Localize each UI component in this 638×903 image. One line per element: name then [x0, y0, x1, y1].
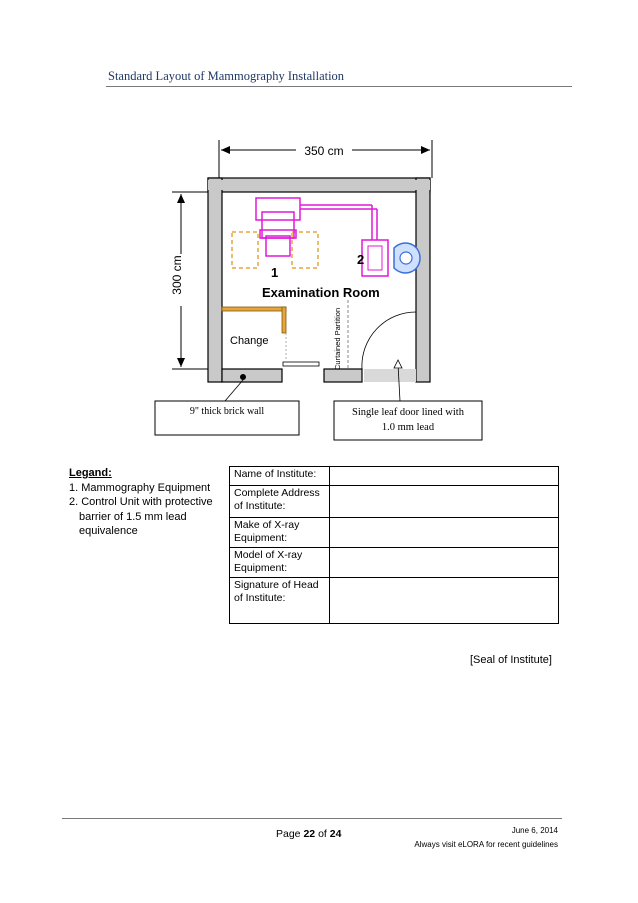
form-label: Signature of Head of Institute: [230, 578, 330, 624]
wall-callout-box [155, 401, 299, 435]
page-of: of [318, 828, 327, 840]
width-dimension [219, 140, 432, 178]
width-label: 350 cm [304, 144, 344, 158]
mammography-equipment-symbol [256, 198, 377, 256]
legend-item: 1. Mammography Equipment [69, 481, 211, 494]
height-dimension [170, 192, 210, 369]
page-header-title: Standard Layout of Mammography Installation [108, 69, 345, 83]
room-label: Examination Room [262, 285, 380, 300]
marker-2: 2 [357, 252, 365, 267]
page-number [276, 828, 341, 840]
page-current: 22 [303, 828, 316, 840]
marker-1: 1 [271, 265, 279, 280]
door-callout-line2: 1.0 mm lead [381, 422, 435, 433]
form-label: Name of Institute: [230, 467, 330, 486]
form-label: Make of X-ray Equipment: [230, 518, 330, 548]
curtained-partition [333, 300, 348, 370]
seal-placeholder: [Seal of Institute] [470, 654, 552, 666]
change-label: Change [230, 335, 269, 347]
form-value-field[interactable] [330, 467, 559, 486]
legend-item: 2. Control Unit with protective barrier of 1.5 mm lead equivalence [69, 496, 213, 537]
footer-date: June 6, 2014 [511, 826, 558, 835]
form-value-field[interactable] [330, 518, 559, 548]
control-unit-symbol [362, 240, 420, 276]
door-callout-box [334, 401, 482, 440]
form-value-field[interactable] [330, 486, 559, 518]
form-label: Complete Address of Institute: [230, 486, 330, 518]
page-prefix: Page [276, 828, 301, 840]
legend-heading: Legand: [69, 467, 112, 479]
legend [69, 466, 229, 539]
form-label: Model of X-ray Equipment: [230, 548, 330, 578]
page-total: 24 [329, 828, 342, 840]
form-value-field[interactable] [330, 578, 559, 624]
form-value-field[interactable] [330, 548, 559, 578]
footer-note: Always visit eLORA for recent guidelines [414, 840, 558, 849]
height-label: 300 cm [170, 255, 184, 295]
footer-rule [62, 818, 562, 819]
institute-info-form [229, 466, 559, 624]
door-callout-line1: Single leaf door lined with [352, 407, 464, 418]
door-symbol [362, 312, 416, 382]
partition-label: Curtained Partition [333, 307, 342, 370]
wall-callout-text: 9" thick brick wall [189, 406, 265, 417]
